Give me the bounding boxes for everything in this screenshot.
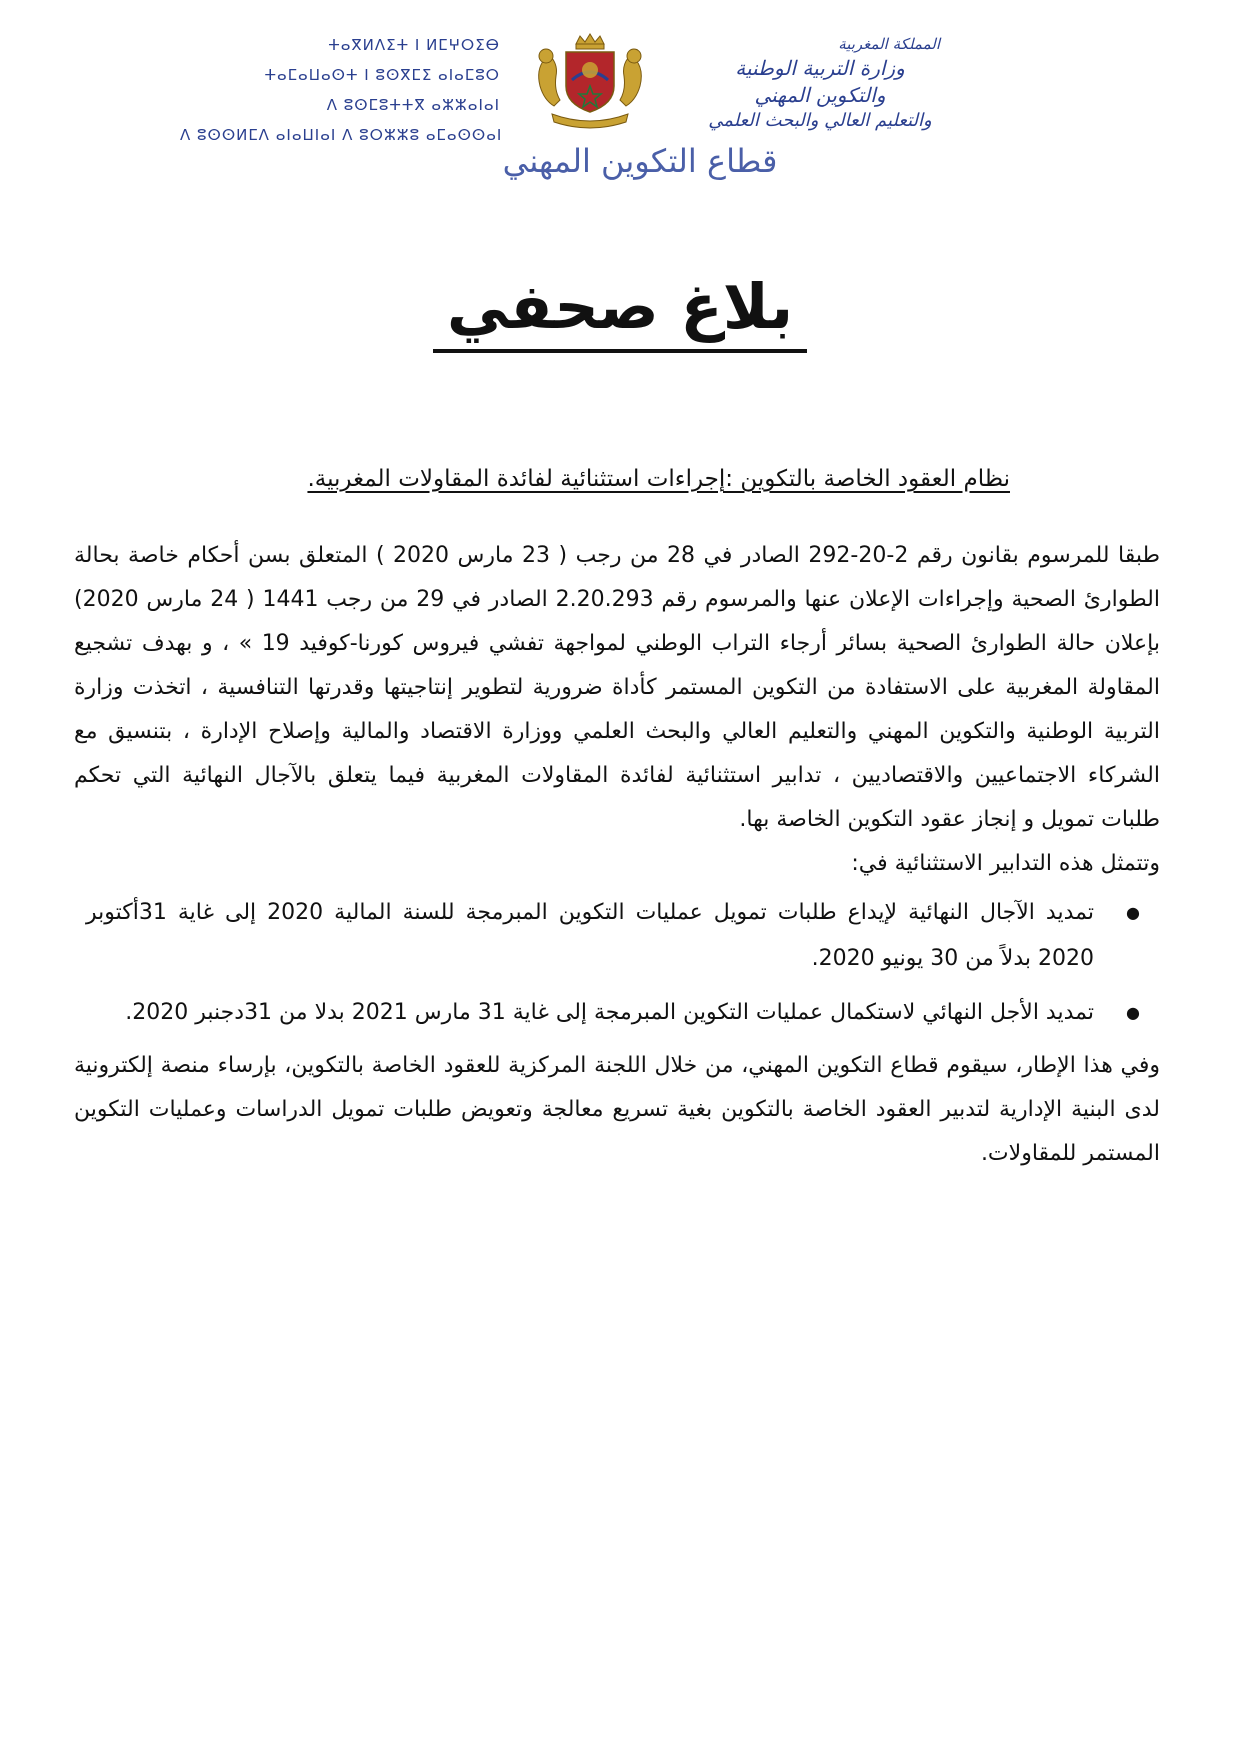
ministry-name-arabic [660,34,980,134]
intro-paragraph: طبقا للمرسوم بقانون رقم 2-20-292 الصادر في 28 من رجب ( 23 مارس 2020 ) المتعلق بسن أحكام خاصة بحالة الطوارئ الصحية وإجراءات الإعلان عنها والمرسوم رقم 2.20.293 الصادر في 29 من رجب 1441 ( 24 مارس 2020) بإعلان حالة الطوارئ الصحية بسائر أرجاء التراب الوطني لمواجهة تفشي فيروس كورنا-كوفيد 19 » ، و بهدف تشجيع المقاولة المغربية على الاستفادة من التكوين المستمر كأداة ضرورية لتطوير إنتاجيتها وقدرتها التنافسية ، اتخذت وزارة التربية الوطنية والتكوين المهني والتعليم العالي والبحث العلمي ووزارة الاقتصاد والمالية وإصلاح الإدارة ، بتنسيق مع الشركاء الاجتماعيين والاقتصاديين ، تدابير استثنائية لفائدة المقاولات المغربية فيما يتعلق بالآجال النهائية التي تحكم طلبات تمويل و إنجاز عقود التكوين الخاصة بها. [74,543,1160,832]
press-release-body [74,534,1160,1176]
document-title [380,270,860,343]
subject-text: نظام العقود الخاصة بالتكوين :إجراءات استثنائية لفائدة المقاولات المغربية. [307,466,1010,492]
tifinagh-line-4: ⴷ ⵓⵙⵙⵍⵎⴷ ⴰⵏⴰⵡⵏⴰⵏ ⴷ ⵓⵔⵣⵣⵓ ⴰⵎⴰⵙⵙⴰⵏ [180,126,503,144]
measures-list [74,890,1160,1036]
tifinagh-line-1: ⵜⴰⴳⵍⴷⵉⵜ ⵏ ⵍⵎⵖⵔⵉⴱ [328,36,500,54]
ministry-line-1: وزارة التربية الوطنية [735,56,905,80]
sector-name: قطاع التكوين المهني [502,142,778,180]
closing-paragraph: وفي هذا الإطار، سيقوم قطاع التكوين المهني، من خلال اللجنة المركزية للعقود الخاصة بالتكوين، بإرساء منصة إلكترونية لدى البنية الإدارية لتدبير العقود الخاصة بالتكوين بغية تسريع معالجة وتعويض طلبات تمويل الدراسات وعمليات التكوين المستمر للمقاولات. [74,1053,1160,1166]
subject-line [200,466,1010,492]
tifinagh-line-3: ⴷ ⵓⵙⵎⵓⵜⵜⴳ ⴰⵣⵣⴰⵏⴰⵏ [326,96,500,114]
ministry-name-tifinagh [180,30,503,150]
ministry-line-2: والتكوين المهني [754,83,886,107]
kingdom-name: المملكة المغربية [838,35,940,53]
measure-item: ● تمديد الآجال النهائية لإيداع طلبات تمويل عمليات التكوين المبرمجة للسنة المالية 2020 إلى غاية 31أكتوبر 2020 بدلاً من 30 يونيو 2020. [86,890,1094,982]
document-title-text: بلاغ صحفي [433,270,807,353]
coat-of-arms-emblem [530,30,650,130]
ministry-line-3: والتعليم العالي والبحث العلمي [708,110,932,131]
measures-intro: وتتمثل هذه التدابير الاستثنائية في: [851,851,1160,876]
measure-item: ● تمديد الأجل النهائي لاستكمال عمليات التكوين المبرمجة إلى غاية 31 مارس 2021 بدلا من 31دجنبر 2020. [86,990,1094,1036]
tifinagh-line-2: ⵜⴰⵎⴰⵡⴰⵙⵜ ⵏ ⵓⵙⴳⵎⵉ ⴰⵏⴰⵎⵓⵔ [264,66,500,84]
